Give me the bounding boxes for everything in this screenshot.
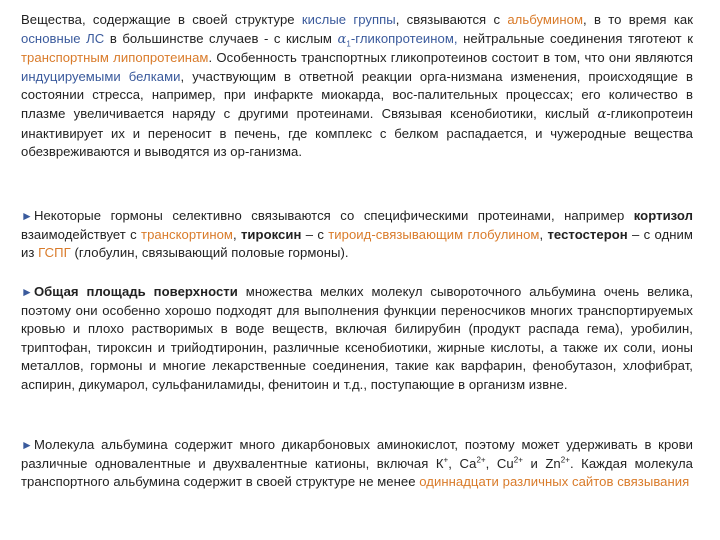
superscript: 2+ xyxy=(560,455,570,465)
text: , связываются с xyxy=(395,12,508,27)
superscript: + xyxy=(443,455,449,465)
text: в большинстве случаев - с кислым xyxy=(104,30,338,46)
text: нейтральные соединения тяготеют к xyxy=(457,30,693,46)
text: – с одним из xyxy=(21,226,693,261)
paragraph-albumin-cations xyxy=(21,436,693,492)
term-thyroid-binding-globulin: тироид-связывающим глобулином xyxy=(328,226,540,242)
term-albumin: альбумином xyxy=(507,12,584,27)
term-transport-lipoproteins: транспортным липопротеинам xyxy=(21,50,209,66)
text: , участвующим в ответной реакции орга-низмана изменения, происходящие в состоянии стресса, например, при инфаркте миокарда, вос-палительных процессах; его количество в плазме увеличивается наряду с другими протеинами. Связывая ксенобиотики, кислый xyxy=(21,68,693,121)
bullet-triangle-icon: ► xyxy=(21,209,33,223)
term-cortisol: кортизол xyxy=(633,208,693,223)
bullet-triangle-icon: ► xyxy=(21,285,33,299)
superscript: 2+ xyxy=(476,455,486,465)
text: , xyxy=(232,226,241,242)
superscript: 2+ xyxy=(513,455,523,465)
term-transcortin: транскортином xyxy=(141,226,233,242)
text: Вещества, содержащие в своей структуре xyxy=(21,12,302,27)
glycoprotein-label: -гликопротеином, xyxy=(350,30,458,46)
text: Молекула альбумина содержит много дикарбоновых аминокислот, поэтому может удерживать в крови различные одновалентные и двухвалентные катионы, включая К xyxy=(21,437,693,471)
text: , xyxy=(539,226,548,242)
alpha-symbol: α xyxy=(597,106,607,122)
term-acid-groups: кислые группы xyxy=(301,12,396,27)
alpha-symbol: α xyxy=(337,31,347,47)
text: множества мелких молекул сывороточного альбумина очень велика, поэтому они особенно хорошо подходят для выполнения функции переносчиков многих транспортируемых кровью и плохо растворимых в воде веществ, включая билирубин (продукт распада гема), уробилин, триптофан, тироксин и трийодтиронин, различные ксенобиотики, жирные кислоты, а также их соли, ионы металлов, гормоны и многие лекарственные соединения, такие как варфарин, фенобутазон, хлофибрат, аспирин, дикумарол, сульфаниламиды, фенитоин и т.д., поступающие в организм извне. xyxy=(21,284,694,392)
text: , в то время как xyxy=(583,12,694,27)
term-thyroxine: тироксин xyxy=(240,226,302,242)
paragraph-binding-overview xyxy=(21,11,693,162)
text: . Особенность транспортных гликопротеинов состоит в том, что они являются xyxy=(208,50,693,66)
bullet-triangle-icon: ► xyxy=(21,438,33,452)
subscript-1: 1 xyxy=(346,39,351,49)
text: (глобулин, связывающий половые гормоны). xyxy=(70,245,349,261)
text: . Каждая молекула транспортного альбумина содержит в своей структуре не менее xyxy=(21,455,694,490)
term-testosterone: тестостерон xyxy=(547,226,628,242)
text: , Cu xyxy=(485,455,514,471)
text: , Са xyxy=(448,455,477,471)
term-eleven-binding-sites: одиннадцати различных сайтов связывания xyxy=(419,474,690,490)
term-gspg: ГСПГ xyxy=(38,245,71,261)
paragraph-hormone-binding xyxy=(21,207,693,263)
text: Некоторые гормоны селективно связываются со специфическими протеинами, например xyxy=(33,208,634,223)
text: – с xyxy=(301,226,329,242)
term-basic-drugs: основные ЛС xyxy=(21,30,105,46)
paragraph-albumin-surface xyxy=(21,283,693,395)
text: и Zn xyxy=(522,455,561,471)
term-alpha1-glycoprotein xyxy=(337,30,458,49)
term-induced-proteins: индуцируемыми белками xyxy=(21,68,181,84)
text: взаимодействует с xyxy=(21,226,142,242)
term-total-surface-area: Общая площадь поверхности xyxy=(33,284,238,299)
text: -гликопротеин инактивирует их и переносит в печень, где комплекс с белком распадается, и чужеродные вещества обезвреживаются и выводятся из ор-ганизма. xyxy=(21,105,693,160)
